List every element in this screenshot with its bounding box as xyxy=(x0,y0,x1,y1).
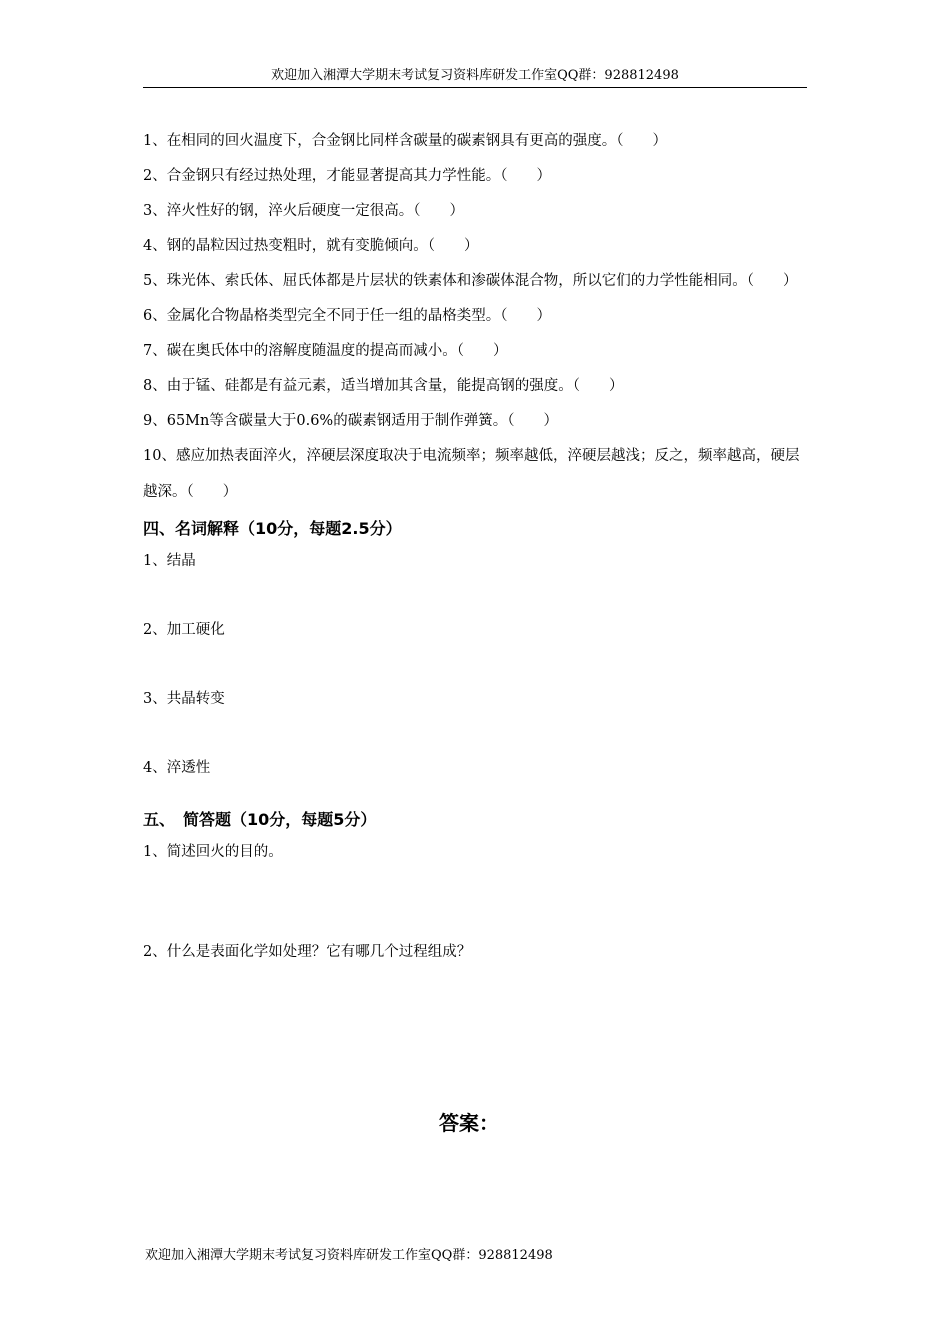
judgment-question-9: 9、65Mn等含碳量大于0.6%的碳素钢适用于制作弹簧。（ ） xyxy=(143,413,558,429)
term-2: 2、加工硬化 xyxy=(143,622,225,638)
judgment-question-5: 5、珠光体、索氏体、屈氏体都是片层状的铁素体和渗碳体混合物，所以它们的力学性能相同。（ ） xyxy=(143,273,798,289)
judgment-question-6: 6、金属化合物晶格类型完全不同于任一组的晶格类型。（ ） xyxy=(143,308,551,324)
judgment-question-10: 10、感应加热表面淬火，淬硬层深度取决于电流频率；频率越低，淬硬层越浅；反之，频率越高，硬层越深。（ ） xyxy=(143,448,800,500)
term-4: 4、淬透性 xyxy=(143,760,211,776)
page-header: 欢迎加入湘潭大学期末考试复习资料库研发工作室QQ群：928812498 xyxy=(271,68,679,83)
judgment-question-8: 8、由于锰、硅都是有益元素，适当增加其含量，能提高钢的强度。（ ） xyxy=(143,378,624,394)
term-3: 3、共晶转变 xyxy=(143,691,225,707)
section-4-title: 四、名词解释（10分，每题2.5分） xyxy=(143,519,402,538)
term-1: 1、结晶 xyxy=(143,553,196,569)
section-5-title: 五、 简答题（10分，每题5分） xyxy=(143,810,377,829)
judgment-question-2: 2、合金钢只有经过热处理，才能显著提高其力学性能。（ ） xyxy=(143,168,551,184)
judgment-question-4: 4、钢的晶粒因过热变粗时，就有变脆倾向。（ ） xyxy=(143,238,479,254)
header-divider xyxy=(143,87,807,88)
answer-heading: 答案： xyxy=(439,1111,499,1135)
page-footer: 欢迎加入湘潭大学期末考试复习资料库研发工作室QQ群：928812498 xyxy=(145,1248,553,1263)
short-question-2: 2、什么是表面化学如处理？它有哪几个过程组成？ xyxy=(143,944,472,960)
short-question-1: 1、简述回火的目的。 xyxy=(143,844,283,860)
exam-content xyxy=(143,124,807,969)
judgment-question-7: 7、碳在奥氏体中的溶解度随温度的提高而减小。（ ） xyxy=(143,343,508,359)
judgment-question-3: 3、淬火性好的钢，淬火后硬度一定很高。（ ） xyxy=(143,203,464,219)
judgment-question-1: 1、在相同的回火温度下，合金钢比同样含碳量的碳素钢具有更高的强度。（ ） xyxy=(143,133,667,149)
